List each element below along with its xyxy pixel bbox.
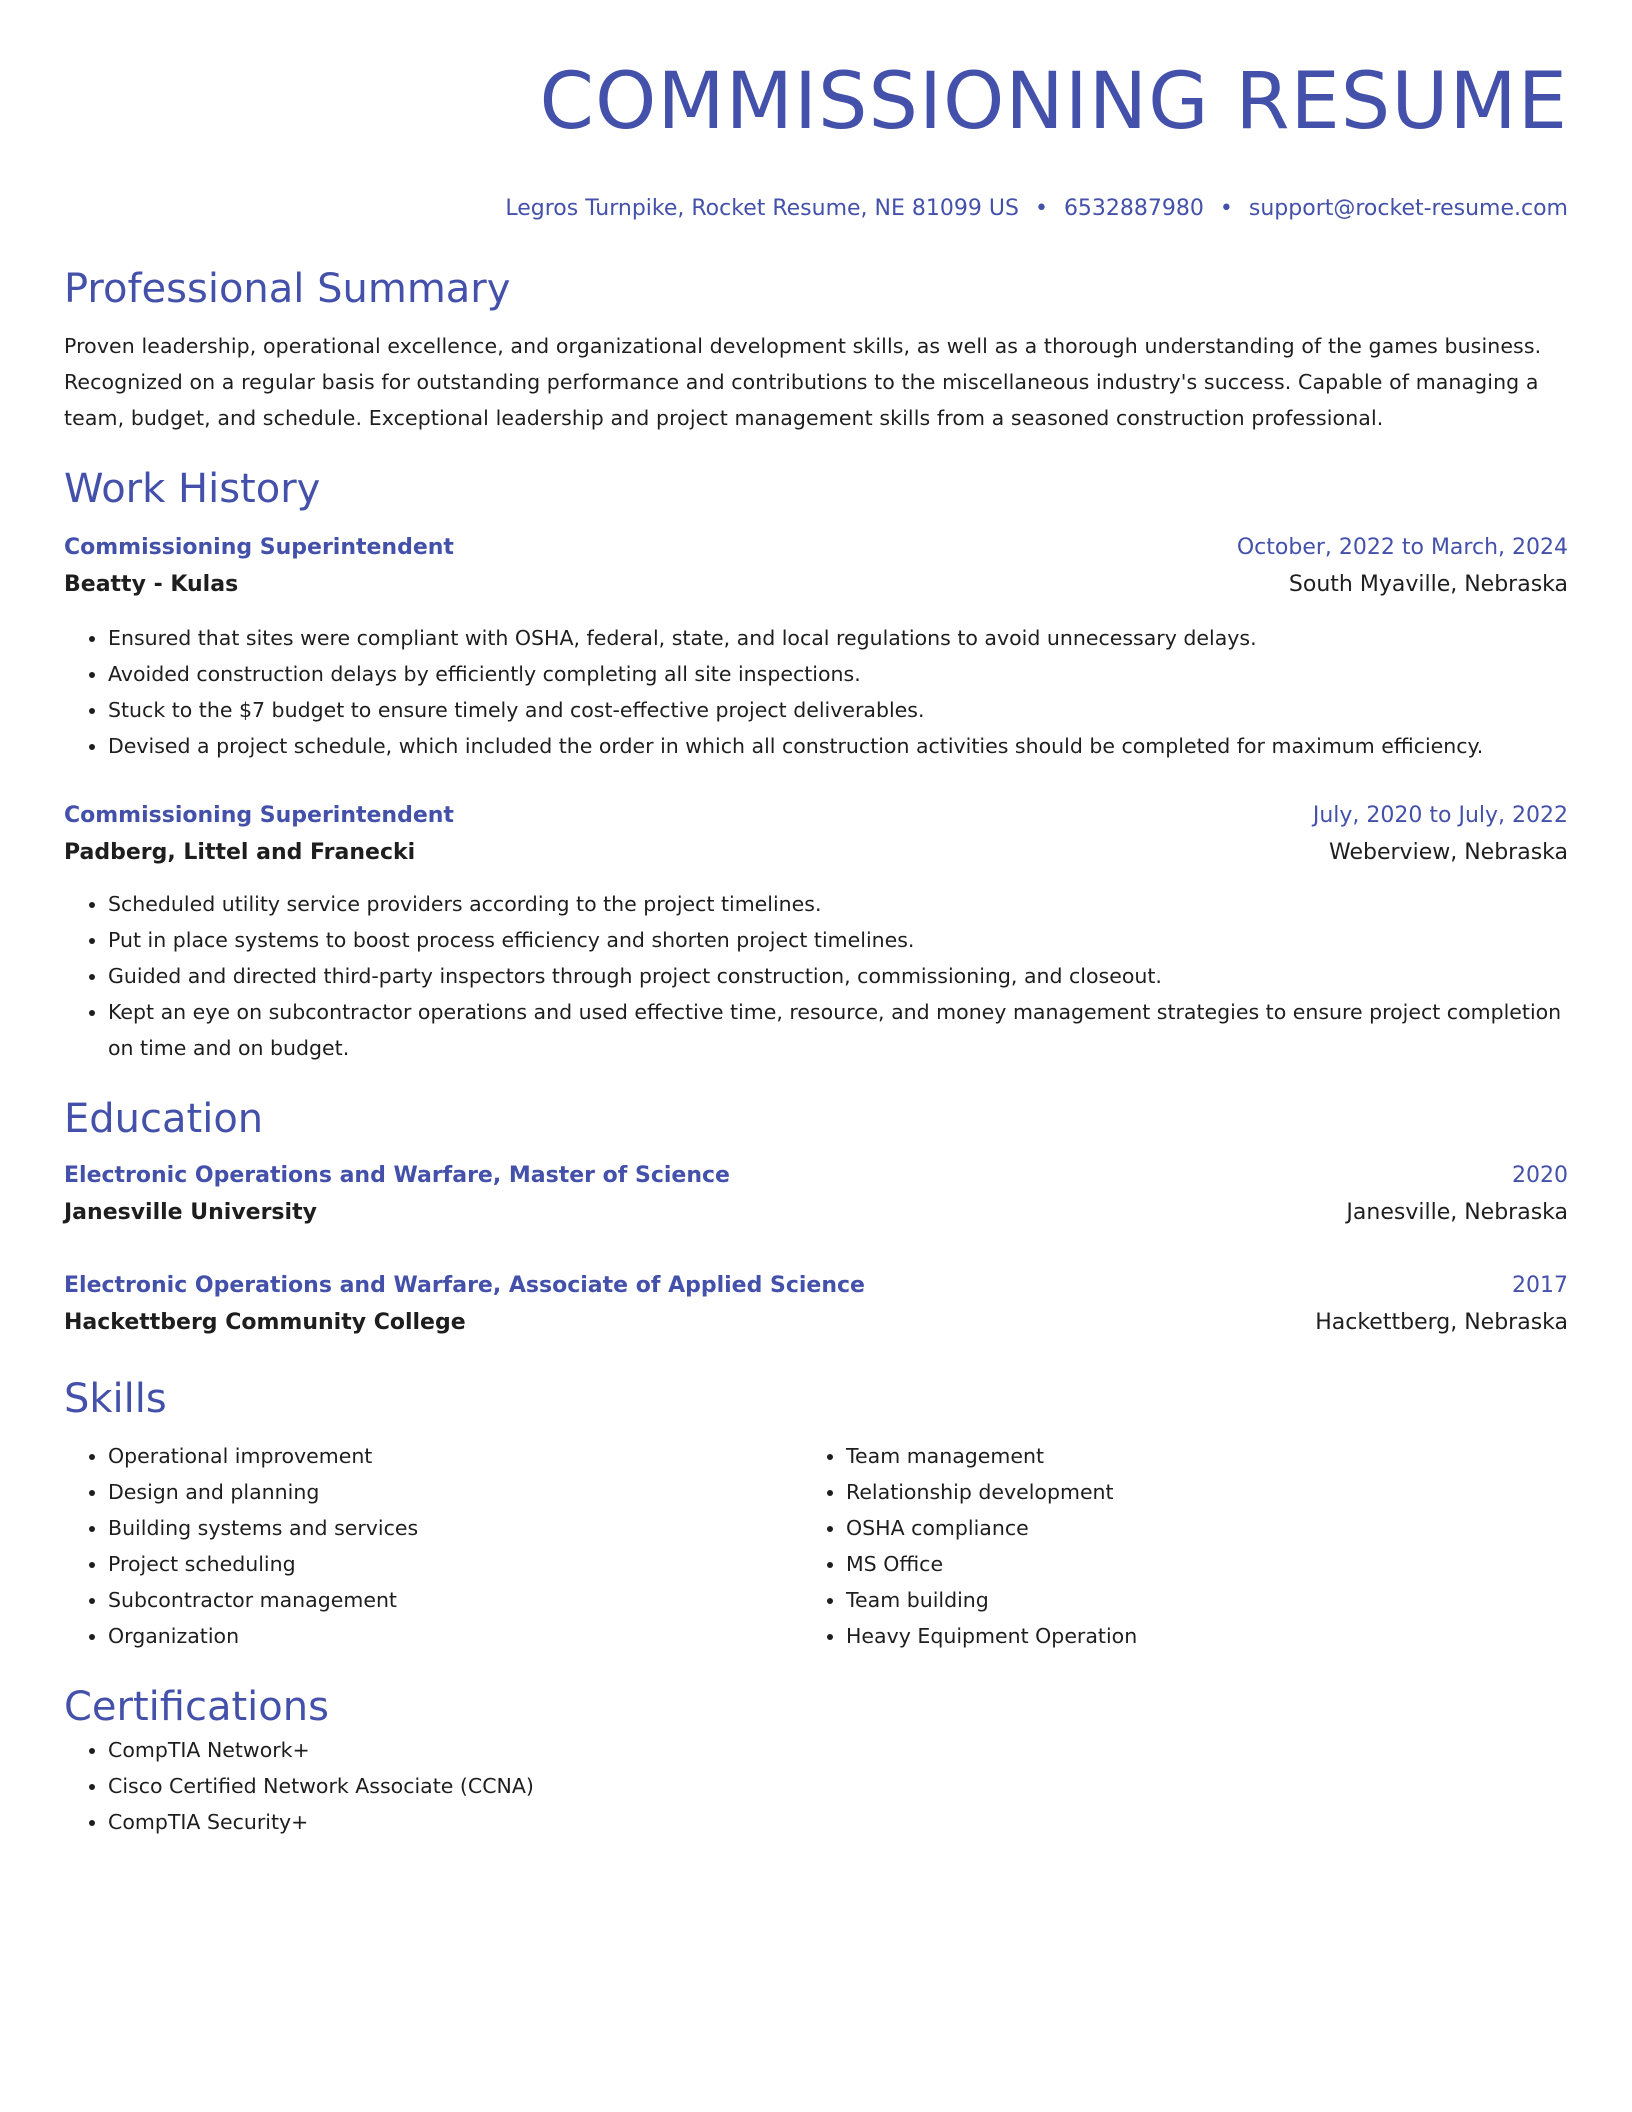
list-item: • Team management: [846, 1438, 1540, 1474]
job-dates: July, 2020 to July, 2022: [1312, 803, 1568, 828]
list-item: • Building systems and services: [108, 1510, 802, 1546]
education-school-row: [64, 1194, 1568, 1232]
education-year: 2017: [1512, 1273, 1568, 1298]
separator-dot: •: [1034, 196, 1048, 221]
list-item: • Organization: [108, 1618, 802, 1654]
skills-list-right: [802, 1438, 1540, 1654]
summary-text: Proven leadership, operational excellence, and organizational development skills, as well as a thorough understanding of the games business. Recognized on a regular basis for outstanding performance and contributions to the miscellaneous industry's success. Capable of managing a team, budget, and schedule. Exceptional leadership and project management skills from a seasoned construction professional.: [64, 334, 1542, 430]
job-header-row: [64, 798, 1568, 834]
list-item: • CompTIA Security+: [108, 1804, 1568, 1840]
list-item: • Cisco Certified Network Associate (CCNA): [108, 1768, 1568, 1804]
skills-heading: Skills: [64, 1376, 167, 1422]
address-text: Legros Turnpike, Rocket Resume, NE 81099 US: [505, 196, 1019, 221]
job-location: Weberview, Nebraska: [1329, 840, 1568, 865]
education-header-row: [64, 1158, 1568, 1194]
list-item: • Devised a project schedule, which included the order in which all construction activities should be completed for maximum efficiency.: [108, 728, 1568, 764]
job-company: Padberg, Littel and Franecki: [64, 840, 416, 865]
list-item: • OSHA compliance: [846, 1510, 1540, 1546]
job-bullet-list: [64, 620, 1568, 764]
job-company: Beatty - Kulas: [64, 572, 239, 597]
job-bullet-list: [64, 886, 1568, 1066]
work-history-heading: Work History: [64, 466, 321, 512]
education-school-row: [64, 1304, 1568, 1342]
list-item: • Operational improvement: [108, 1438, 802, 1474]
education-heading: Education: [64, 1096, 264, 1142]
education-location: Hackettberg, Nebraska: [1315, 1310, 1568, 1335]
job-role: Commissioning Superintendent: [64, 535, 454, 560]
education-degree: Electronic Operations and Warfare, Master of Science: [64, 1163, 730, 1188]
list-item: • Ensured that sites were compliant with OSHA, federal, state, and local regulations to avoid unnecessary delays.: [108, 620, 1568, 656]
contact-line: [64, 194, 1568, 224]
job-location: South Myaville, Nebraska: [1288, 572, 1568, 597]
email-link[interactable]: support@rocket-resume.com: [1248, 196, 1568, 221]
list-item: • Team building: [846, 1582, 1540, 1618]
list-item: • Relationship development: [846, 1474, 1540, 1510]
separator-dot: •: [1219, 196, 1233, 221]
list-item: • Stuck to the $7 budget to ensure timely and cost-effective project deliverables.: [108, 692, 1568, 728]
list-item: • Kept an eye on subcontractor operations and used effective time, resource, and money management strategies to ensure project completion on time and on budget.: [108, 994, 1568, 1066]
list-item: • Subcontractor management: [108, 1582, 802, 1618]
list-item: • Scheduled utility service providers according to the project timelines.: [108, 886, 1568, 922]
job-role: Commissioning Superintendent: [64, 803, 454, 828]
certifications-heading: Certifications: [64, 1684, 329, 1730]
job-company-row: [64, 834, 1568, 872]
summary-heading: Professional Summary: [64, 266, 511, 312]
job-entry: [64, 530, 1568, 764]
list-item: • MS Office: [846, 1546, 1540, 1582]
list-item: • Guided and directed third-party inspectors through project construction, commissioning, and closeout.: [108, 958, 1568, 994]
skills-list-left: [64, 1438, 802, 1654]
education-school: Hackettberg Community College: [64, 1310, 466, 1335]
job-entry: [64, 798, 1568, 1066]
list-item: • Design and planning: [108, 1474, 802, 1510]
job-dates: October, 2022 to March, 2024: [1236, 535, 1568, 560]
job-company-row: [64, 566, 1568, 604]
certifications-list: [64, 1732, 1568, 1840]
education-header-row: [64, 1268, 1568, 1304]
list-item: • Put in place systems to boost process efficiency and shorten project timelines.: [108, 922, 1568, 958]
list-item: • Avoided construction delays by efficiently completing all site inspections.: [108, 656, 1568, 692]
education-school: Janesville University: [64, 1200, 317, 1225]
job-header-row: [64, 530, 1568, 566]
education-entry: [64, 1268, 1568, 1342]
list-item: • Heavy Equipment Operation: [846, 1618, 1540, 1654]
education-year: 2020: [1512, 1163, 1568, 1188]
phone-text: 6532887980: [1063, 196, 1204, 221]
education-degree: Electronic Operations and Warfare, Associate of Applied Science: [64, 1273, 865, 1298]
resume-title: COMMISSIONING RESUME: [539, 57, 1568, 147]
education-location: Janesville, Nebraska: [1346, 1200, 1568, 1225]
list-item: • CompTIA Network+: [108, 1732, 1568, 1768]
education-entry: [64, 1158, 1568, 1232]
list-item: • Project scheduling: [108, 1546, 802, 1582]
skills-columns: [64, 1438, 1568, 1654]
